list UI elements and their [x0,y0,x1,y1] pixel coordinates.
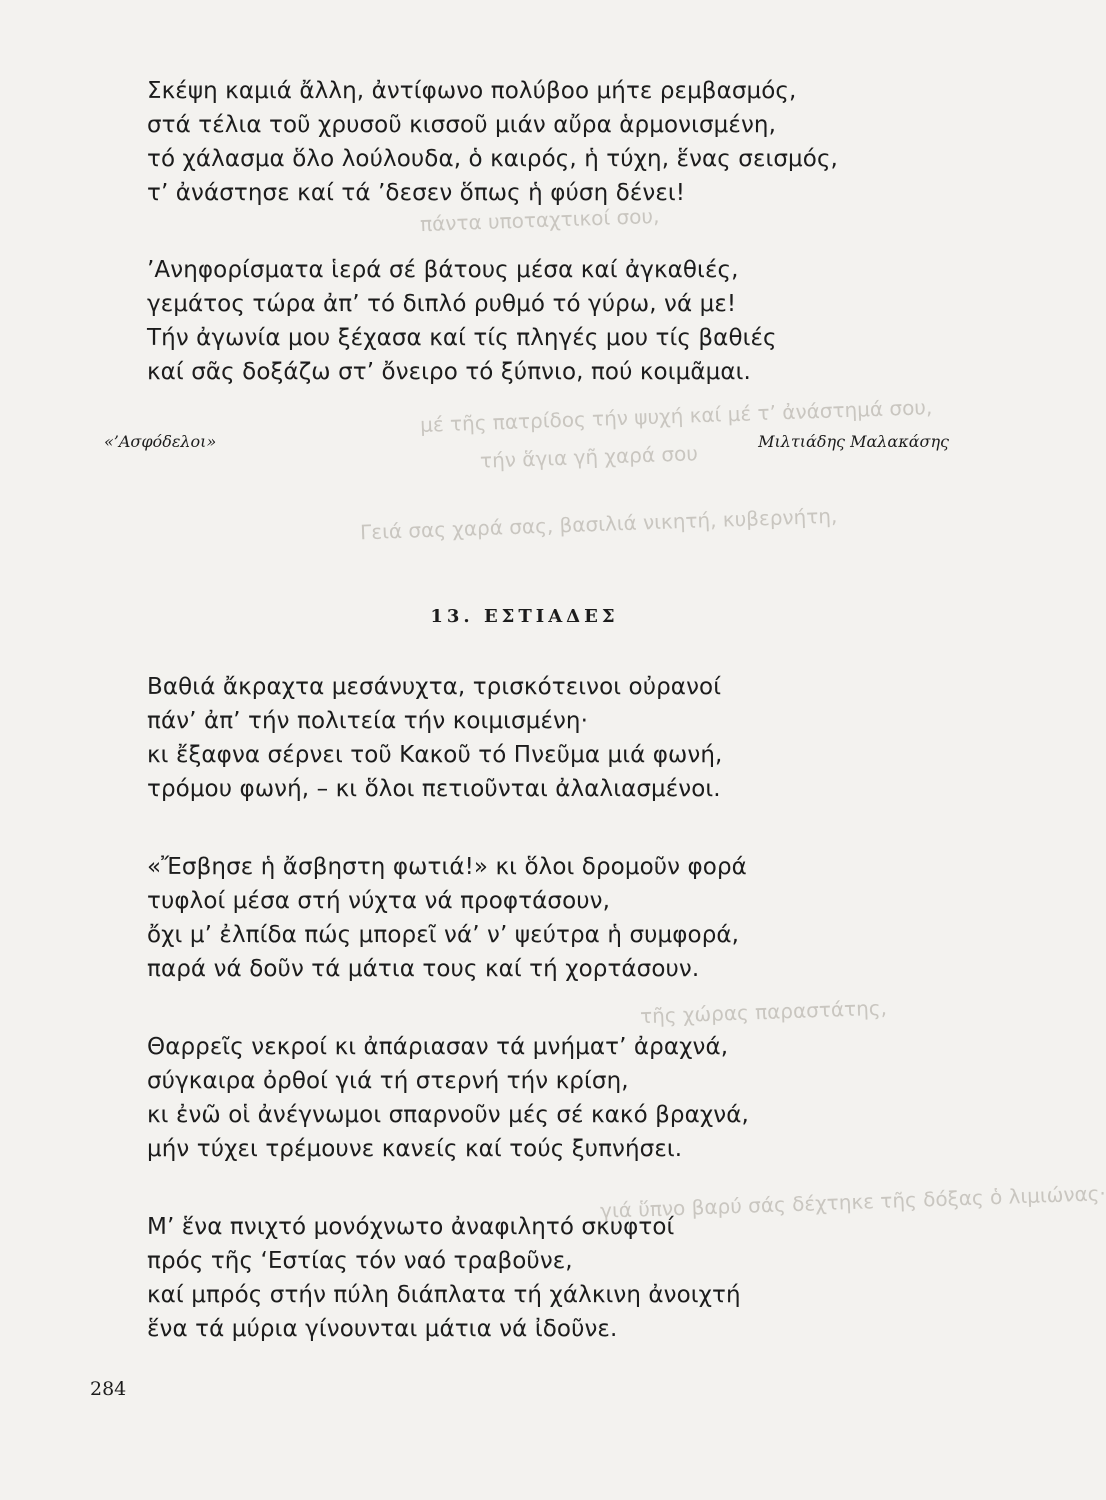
verse-line: Σκέψη καμιά ἄλλη, ἀντίφωνο πολύβοο μήτε ρεμβασμός, [147,78,797,104]
verse-line: Μ’ ἕνα πνιχτό μονόχνωτο ἀναφιλητό σκυφτοί [147,1214,675,1240]
bleed-through-text: γιά ὕπνο βαρύ σάς δέχτηκε τῆς δόξας ὁ λιμιώνας· [599,1181,1106,1223]
verse-line: ’Ανηφορίσματα ἱερά σέ βάτους μέσα καί ἀγκαθιές, [147,257,739,283]
bleed-through-text: τήν ἅγια γῆ χαρά σου [479,441,699,473]
verse-line: στά τέλια τοῦ χρυσοῦ κισσοῦ μιάν αὔρα ἁρμονισμένη, [147,112,776,138]
verse-line: καί μπρός στήν πύλη διάπλατα τή χάλκινη ἀνοιχτή [147,1282,741,1308]
verse-line: Θαρρεῖς νεκροί κι ἀπάριασαν τά μνήματ’ ἀραχνά, [147,1034,729,1060]
poem2-title: 13. ΕΣΤΙΑΔΕΣ [430,606,619,627]
poem1-stanza-1 [147,74,907,210]
bleed-through-text: μέ τῆς πατρίδος τήν ψυχή καί μέ τ’ ἀνάστημά σου, [419,395,933,437]
poem1-source: «’Ασφόδελοι» [104,432,217,451]
poem2-stanza-4 [147,1210,907,1346]
bleed-through-text: Γειά σας χαρά σας, βασιλιά νικητή, κυβερνήτη, [359,503,838,545]
verse-line: τό χάλασμα ὅλο λούλουδα, ὁ καιρός, ἡ τύχη, ἕνας σεισμός, [147,146,838,172]
page-number: 284 [90,1378,127,1400]
verse-line: παρά νά δοῦν τά μάτια τους καί τή χορτάσουν. [147,956,700,982]
verse-line: κι ἐνῶ οἱ ἀνέγνωμοι σπαρνοῦν μές σέ κακό βραχνά, [147,1102,749,1128]
poem2-stanza-2 [147,850,907,986]
verse-line: Βαθιά ἄκραχτα μεσάνυχτα, τρισκότεινοι οὐρανοί [147,674,722,700]
bleed-through-text: πάντα υποταχτικοί σου, [419,203,660,237]
verse-line: γεμάτος τώρα ἀπ’ τό διπλό ρυθμό τό γύρω, νά με! [147,291,737,317]
verse-line: καί σᾶς δοξάζω στ’ ὄνειρο τό ξύπνιο, πού κοιμᾶμαι. [147,359,751,385]
verse-line: ἕνα τά μύρια γίνουνται μάτια νά ἰδοῦνε. [147,1316,618,1342]
verse-line: ὄχι μ’ ἐλπίδα πώς μπορεῖ νά’ ν’ ψεύτρα ἡ συμφορά, [147,922,740,948]
verse-line: σύγκαιρα ὀρθοί γιά τή στερνή τήν κρίση, [147,1068,629,1094]
verse-line: μήν τύχει τρέμουνε κανείς καί τούς ξυπνήσει. [147,1136,683,1162]
verse-line: τ’ ἀνάστησε καί τά ’δεσεν ὅπως ἡ φύση δένει! [147,180,686,206]
verse-line: Τήν ἀγωνία μου ξέχασα καί τίς πληγές μου τίς βαθιές [147,325,777,351]
verse-line: πρός τῆς ‘Εστίας τόν ναό τραβοῦνε, [147,1248,573,1274]
bleed-through-text: τῆς χώρας παραστάτης, [639,995,888,1029]
poem2-stanza-1 [147,670,907,806]
verse-line: τυφλοί μέσα στή νύχτα νά προφτάσουν, [147,888,611,914]
verse-line: «Ἔσβησε ἡ ἄσβηστη φωτιά!» κι ὅλοι δρομοῦν φορά [147,854,747,880]
poem1-stanza-2 [147,253,907,389]
verse-line: κι ἔξαφνα σέρνει τοῦ Κακοῦ τό Πνεῦμα μιά φωνή, [147,742,723,768]
poem1-author: Μιλτιάδης Μαλακάσης [758,432,949,451]
poem2-stanza-3 [147,1030,907,1166]
verse-line: πάν’ ἀπ’ τήν πολιτεία τήν κοιμισμένη· [147,708,589,734]
verse-line: τρόμου φωνή, – κι ὅλοι πετιοῦνται ἀλαλιασμένοι. [147,776,721,802]
